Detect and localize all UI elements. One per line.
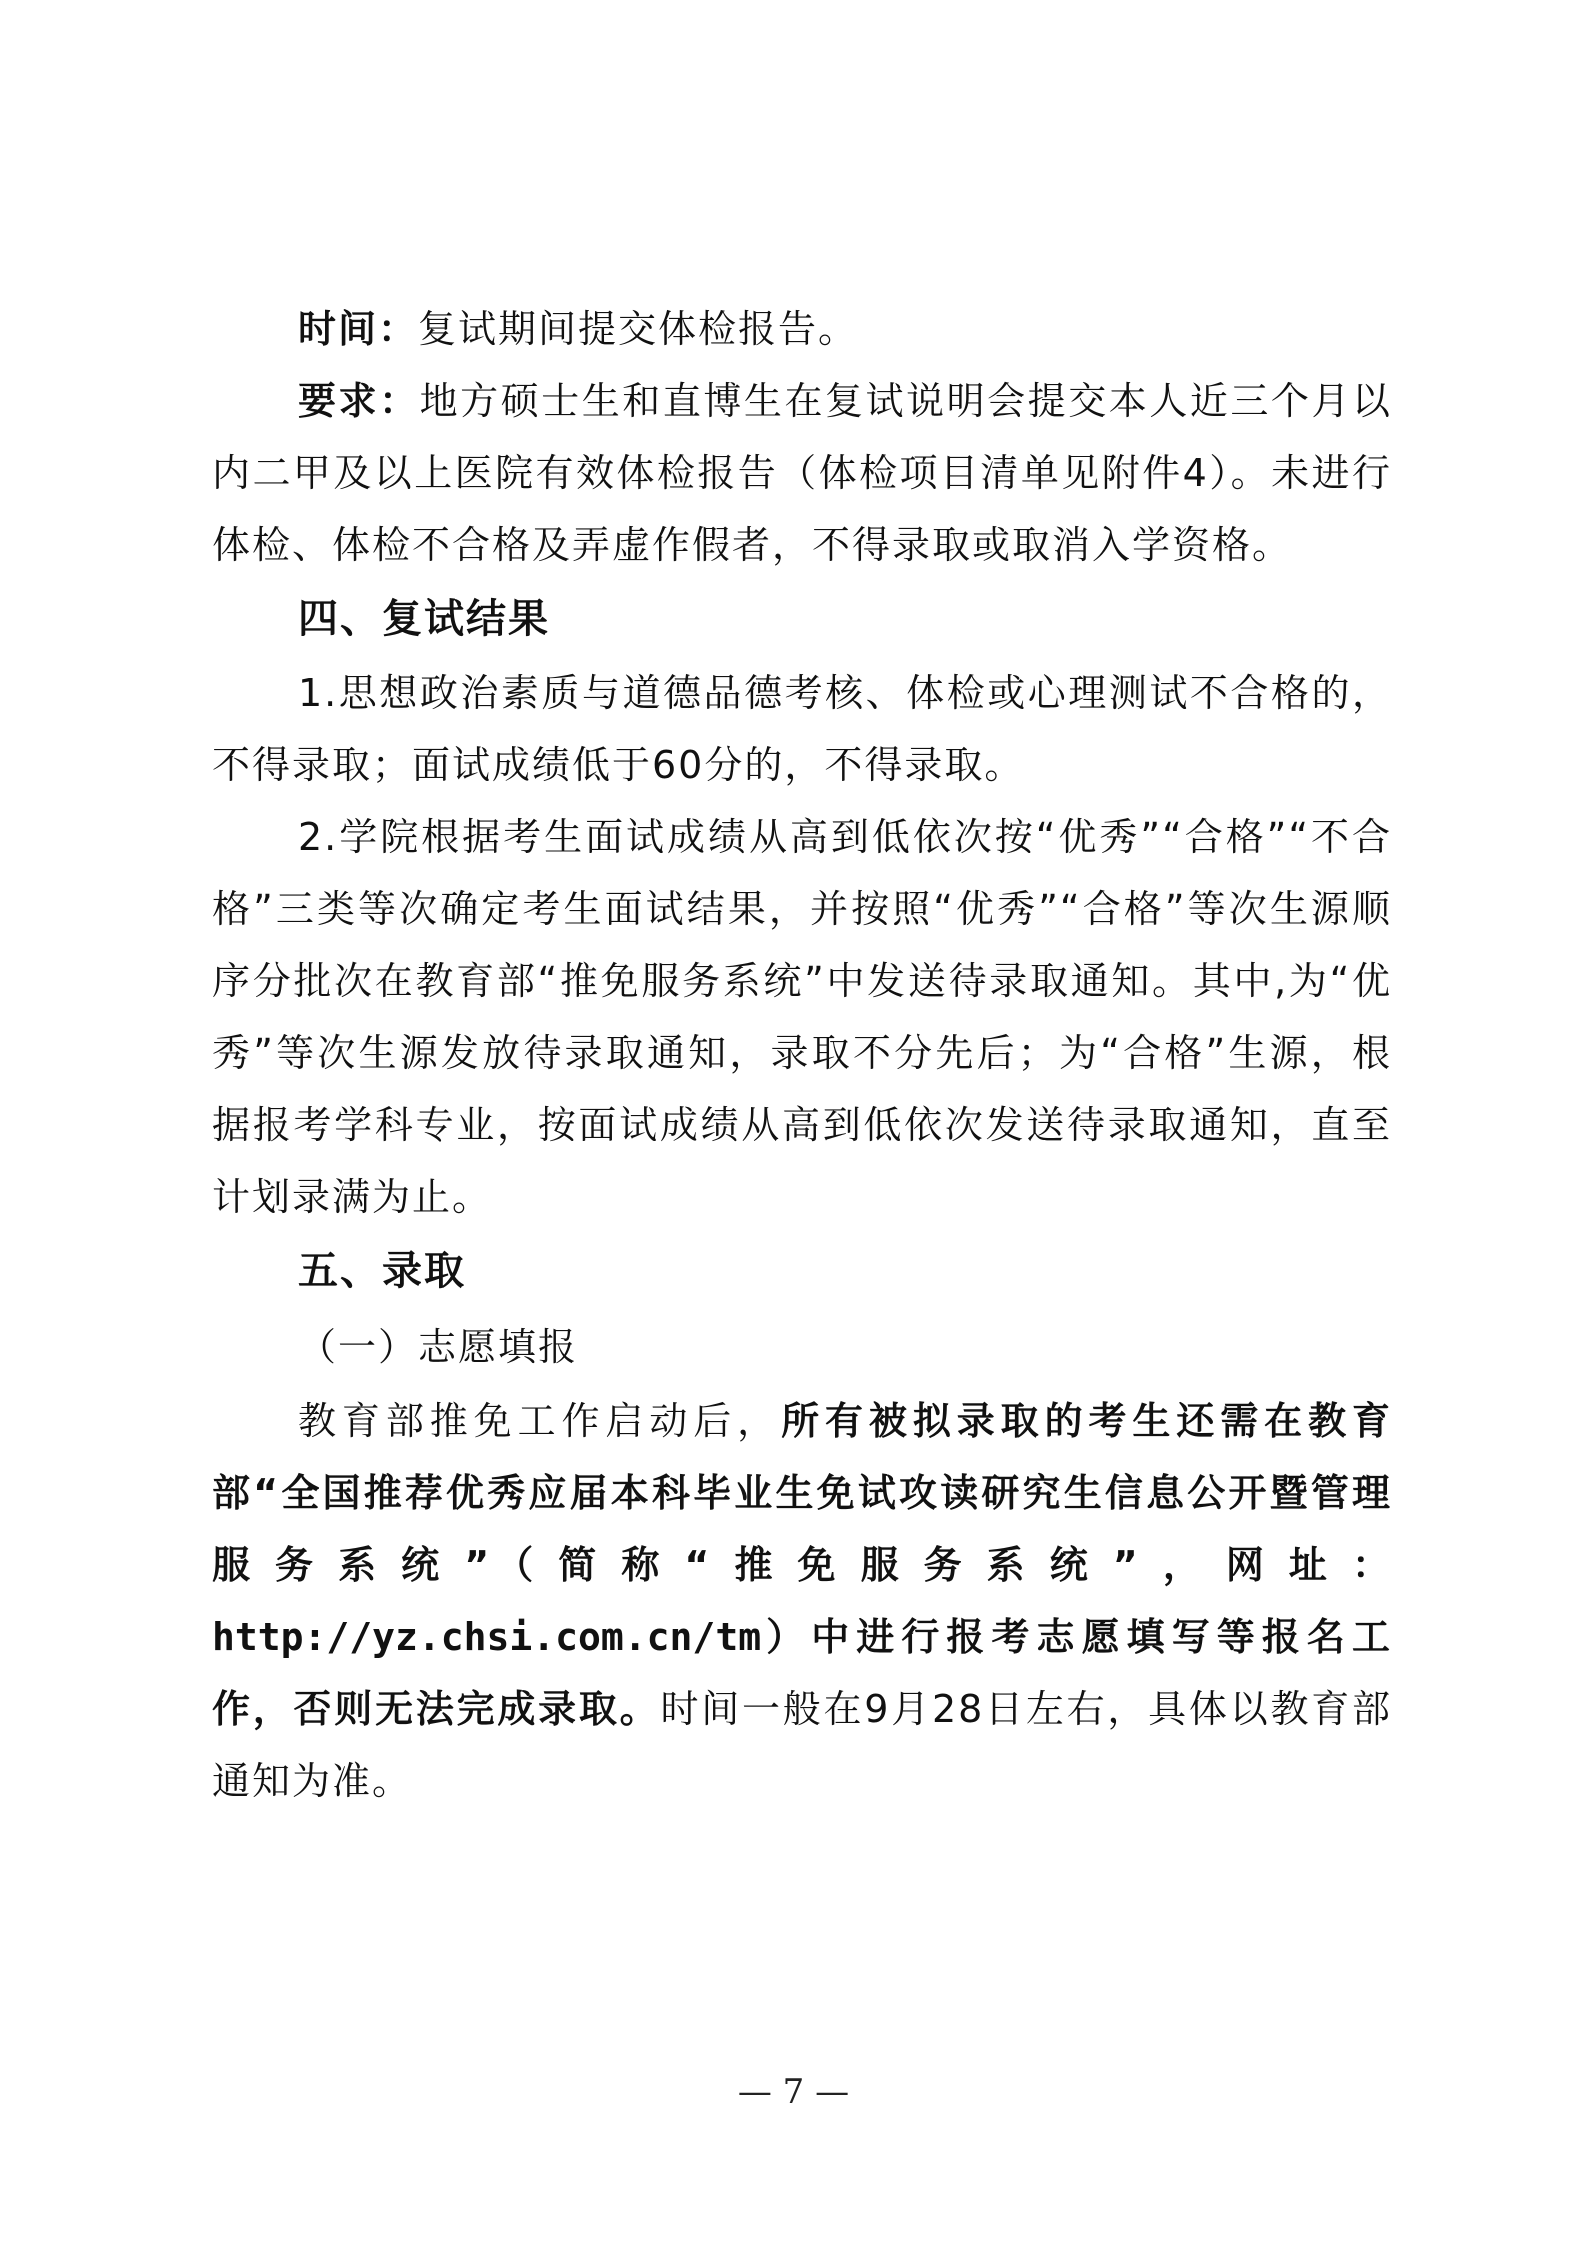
result-item-2: 2.学院根据考生面试成绩从高到低依次按“优秀”“合格”“不合格”三类等次确定考生面试结果，并按照“优秀”“合格”等次生源顺序分批次在教育部“推免服务系统”中发送待录取通知。其中,为“优秀”等次生源发放待录取通知，录取不分先后；为“合格”生源，根据报考学科专业，按面试成绩从高到低依次发送待录取通知，直至计划录满为止。 <box>212 815 1392 1219</box>
admission-bold-1: 所有被拟录取的考生还需在教育部“全国推荐优秀应届本科毕业生免试攻读研究生信息公开暨管理服务系统”（简称“推免服务系统”，网址： <box>212 1399 1392 1587</box>
admission-bold-2: ）中进行报考志愿填写等报名工作，否则无法完成录取。 <box>212 1615 1392 1731</box>
admission-tail: 时间一般在9月28日左右，具体以教育部通知为准。 <box>212 1687 1392 1803</box>
admission-lead: 教育部推免工作启动后， <box>298 1399 782 1443</box>
label-time: 时间： <box>298 307 419 351</box>
result-item-1: 1.思想政治素质与道德品德考核、体检或心理测试不合格的，不得录取；面试成绩低于60分的，不得录取。 <box>212 671 1392 787</box>
page-number: — 7 — <box>737 2072 850 2112</box>
subheading-application: （一）志愿填报 <box>298 1325 579 1369</box>
heading-section-5: 五、录取 <box>298 1248 466 1294</box>
text-time: 复试期间提交体检报告。 <box>418 307 859 351</box>
paragraph-requirement <box>212 365 1392 581</box>
text-requirement: 地方硕士生和直博生在复试说明会提交本人近三个月以内二甲及以上医院有效体检报告（体检项目清单见附件4）。未进行体检、体检不合格及弄虚作假者，不得录取或取消入学资格。 <box>212 379 1392 567</box>
paragraph-time <box>212 293 1392 365</box>
label-requirement: 要求： <box>298 379 420 423</box>
document-body <box>212 293 1392 1817</box>
paragraph-admission <box>212 1385 1392 1817</box>
heading-section-4: 四、复试结果 <box>298 596 550 642</box>
admission-url-link[interactable]: http://yz.chsi.com.cn/tm <box>212 1615 762 1659</box>
